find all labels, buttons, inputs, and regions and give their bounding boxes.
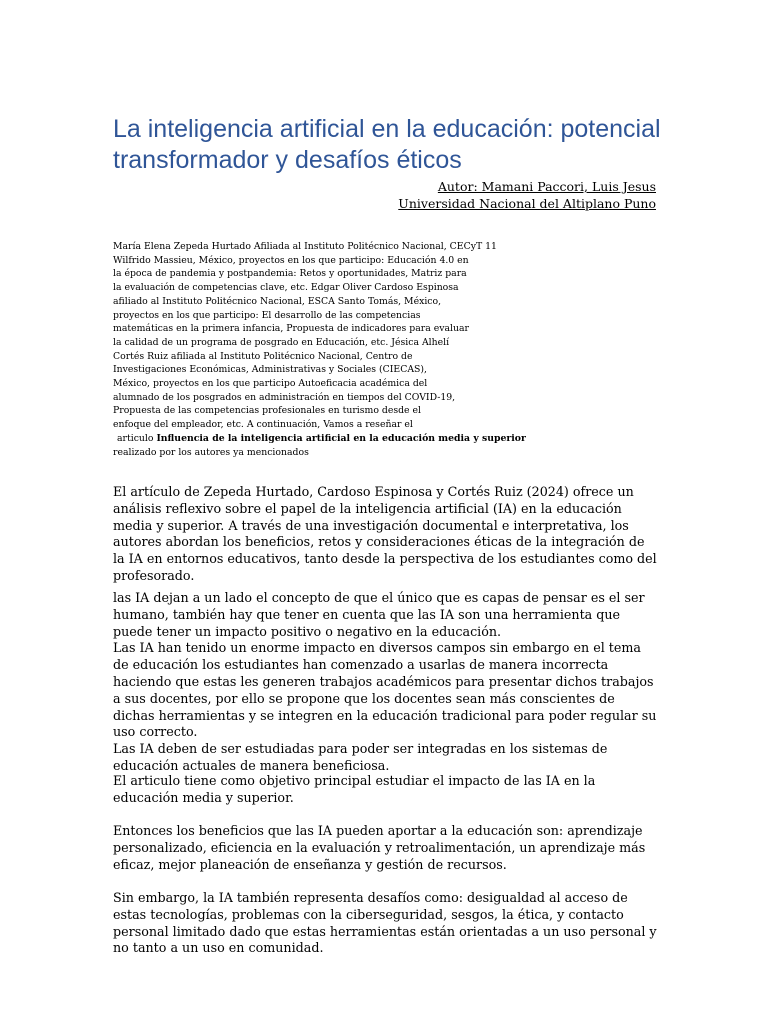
affiliation-line: la época de pandemia y postpandemia: Retos y oportunidades, Matriz para bbox=[113, 268, 467, 280]
affiliation-line: Wilfrido Massieu, México, proyectos en los que participo: Educación 4.0 en bbox=[113, 254, 469, 266]
article-title: Influencia de la inteligencia artificial en la educación media y superior bbox=[156, 432, 526, 444]
objective-paragraph: El articulo tiene como objetivo principal estudiar el impacto de las IA en la educación media y superior. bbox=[113, 773, 596, 805]
affiliation-line: Investigaciones Económicas, Administrativas y Sociales (CIECAS), bbox=[113, 364, 427, 376]
affiliation-line: enfoque del empleador, etc. A continuación, Vamos a reseñar el bbox=[113, 419, 413, 431]
university-name: Universidad Nacional del Altiplano Puno bbox=[398, 196, 656, 211]
affiliation-line: realizado por los autores ya mencionados bbox=[113, 446, 309, 458]
document-title: La inteligencia artificial en la educación: potencial transformador y desafíos éticos bbox=[113, 115, 661, 174]
author-block bbox=[398, 178, 656, 212]
affiliation-line: María Elena Zepeda Hurtado Afiliada al Instituto Politécnico Nacional, CECyT 11 bbox=[113, 241, 497, 252]
author-affiliations bbox=[113, 240, 533, 459]
affiliation-line: Propuesta de las competencias profesionales en turismo desde el bbox=[113, 405, 421, 417]
affiliation-line: la calidad de un programa de posgrado en Educación, etc. Jésica Alhelí bbox=[113, 336, 450, 348]
affiliation-line: proyectos en los que participo: El desarrollo de las competencias bbox=[113, 309, 421, 321]
benefits-paragraph: Entonces los beneficios que las IA pueden aportar a la educación son: aprendizaje personalizado, eficiencia en la evaluación y retroalimentación, un aprendizaje más eficaz, mejor planeación de enseñanza y gestión de recursos. bbox=[113, 823, 646, 872]
affiliation-line: alumnado de los posgrados en administración en tiempos del COVID-19, bbox=[113, 391, 456, 403]
article-reference-line bbox=[113, 432, 533, 446]
affiliation-line: matemáticas en la primera infancia, Propuesta de indicadores para evaluar bbox=[113, 323, 469, 335]
summary-paragraph: El artículo de Zepeda Hurtado, Cardoso Espinosa y Cortés Ruiz (2024) ofrece un análisis reflexivo sobre el papel de la inteligencia artificial (IA) en la educación media y superior. A través de una investigación documental e interpretativa, los autores abordan los beneficios, retos y consideraciones éticas de la integración de la IA en entornos educativos, tanto desde la perspectiva de los estudiantes como del profesorado. bbox=[113, 484, 657, 583]
article-prefix: articulo bbox=[117, 432, 154, 444]
affiliation-line: Cortés Ruiz afiliada al Instituto Politécnico Nacional, Centro de bbox=[113, 350, 413, 362]
affiliation-line: la evaluación de competencias clave, etc. Edgar Oliver Cardoso Espinosa bbox=[113, 282, 459, 294]
author-name: Autor: Mamani Paccori, Luis Jesus bbox=[437, 179, 656, 194]
analysis-line: Las IA han tenido un enorme impacto en diversos campos sin embargo en el tema de educación los estudiantes han comenzado a usarlas de manera incorrecta haciendo que estas les generen trabajos académicos para presentar dichos trabajos a sus docentes, por ello se propone que los docentes sean más conscientes de dichas herramientas y se integren en la educación tradicional para poder regular su uso correcto. bbox=[113, 640, 657, 740]
analysis-line: Las IA deben de ser estudiadas para poder ser integradas en los sistemas de educación actuales de manera beneficiosa. bbox=[113, 741, 608, 773]
analysis-line: las IA dejan a un lado el concepto de que el único que es capas de pensar es el ser humano, también hay que tener en cuenta que las IA son una herramienta que puede tener un impacto positivo o negativo en la educación. bbox=[113, 590, 645, 639]
affiliation-line: México, proyectos en los que participo Autoeficacia académica del bbox=[113, 378, 428, 390]
affiliation-line: afiliado al Instituto Politécnico Nacional, ESCA Santo Tomás, México, bbox=[113, 295, 442, 307]
analysis-paragraph bbox=[113, 590, 658, 775]
challenges-paragraph: Sin embargo, la IA también representa desafíos como: desigualdad al acceso de estas tecnologías, problemas con la ciberseguridad, sesgos, la ética, y contacto personal limitado dado que estas herramientas están orientadas a un uso personal y no tanto a un uso en comunidad. bbox=[113, 890, 657, 956]
